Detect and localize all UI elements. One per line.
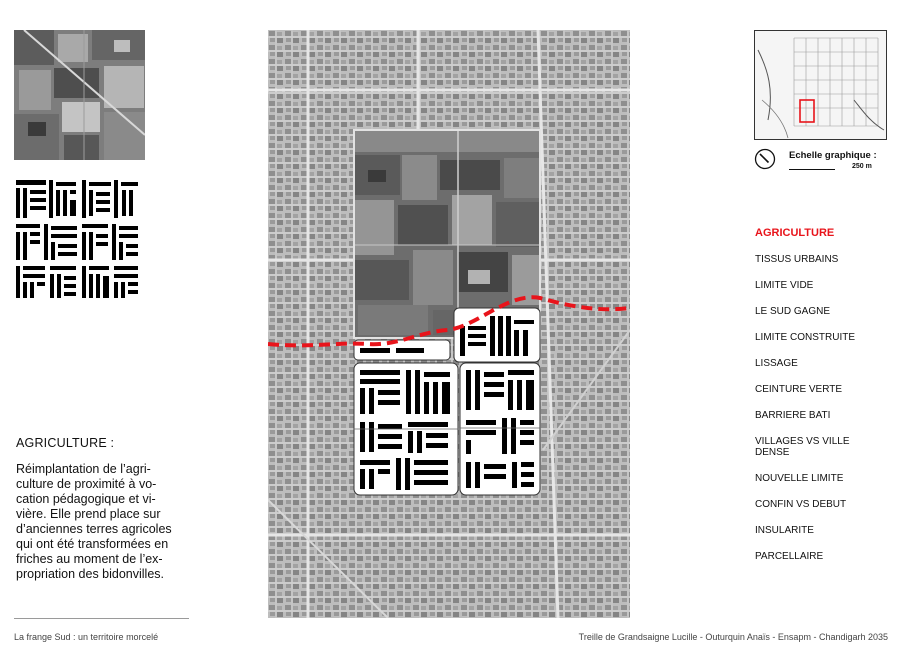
description-line: culture de proximité à vo-	[16, 477, 157, 491]
description-line: friches au moment de l’ex-	[16, 552, 163, 566]
scale-bar	[789, 169, 835, 170]
menu-item-barriere-bati[interactable]: BARRIERE BATI	[755, 410, 831, 421]
menu-item-confin-vs-debut[interactable]: CONFIN VS DEBUT	[755, 499, 847, 510]
divider	[14, 618, 189, 619]
scale-value: 250 m	[852, 163, 872, 170]
menu-item-lissage[interactable]: LISSAGE	[755, 358, 798, 369]
menu-item-le-sud-gagne[interactable]: LE SUD GAGNE	[755, 306, 831, 317]
description-line: propriation des bidonvilles.	[16, 567, 165, 581]
parcel-pattern-thumbnail	[14, 178, 140, 300]
description-title: AGRICULTURE :	[16, 436, 115, 450]
main-aerial-map	[268, 30, 630, 618]
scale-label: Echelle graphique :	[789, 150, 877, 161]
menu-item-nouvelle-limite[interactable]: NOUVELLE LIMITE	[755, 473, 844, 484]
menu-item-agriculture[interactable]: AGRICULTURE	[755, 227, 835, 239]
north-arrow-icon	[754, 148, 776, 170]
description-line: Réimplantation de l’agri-	[16, 462, 151, 476]
aerial-thumbnail	[14, 30, 145, 160]
description-text	[16, 462, 192, 582]
menu-item-tissus-urbains[interactable]: TISSUS URBAINS	[755, 254, 839, 265]
menu-item-limite-vide[interactable]: LIMITE VIDE	[755, 280, 814, 291]
description-line: d’anciennes terres agricoles	[16, 522, 172, 536]
menu-item-parcellaire[interactable]: PARCELLAIRE	[755, 551, 824, 562]
menu-item-limite-construite[interactable]: LIMITE CONSTRUITE	[755, 332, 856, 343]
menu-item-ceinture-verte[interactable]: CEINTURE VERTE	[755, 384, 843, 395]
footer-caption: La frange Sud : un territoire morcelé	[14, 632, 159, 642]
theme-menu	[755, 228, 895, 577]
menu-item-villages-vs-ville-dense[interactable]: VILLAGES VS VILLE DENSE	[755, 436, 850, 458]
footer-credits: Treille de Grandsaigne Lucille - Outurquin Anaïs - Ensapm - Chandigarh 2035	[578, 632, 888, 642]
description-line: cation pédagogique et vi-	[16, 492, 156, 506]
menu-item-insularite[interactable]: INSULARITE	[755, 525, 814, 536]
locator-map	[754, 30, 887, 140]
description-line: qui ont été transformées en	[16, 537, 169, 551]
description-line: vière. Elle prend place sur	[16, 507, 161, 521]
